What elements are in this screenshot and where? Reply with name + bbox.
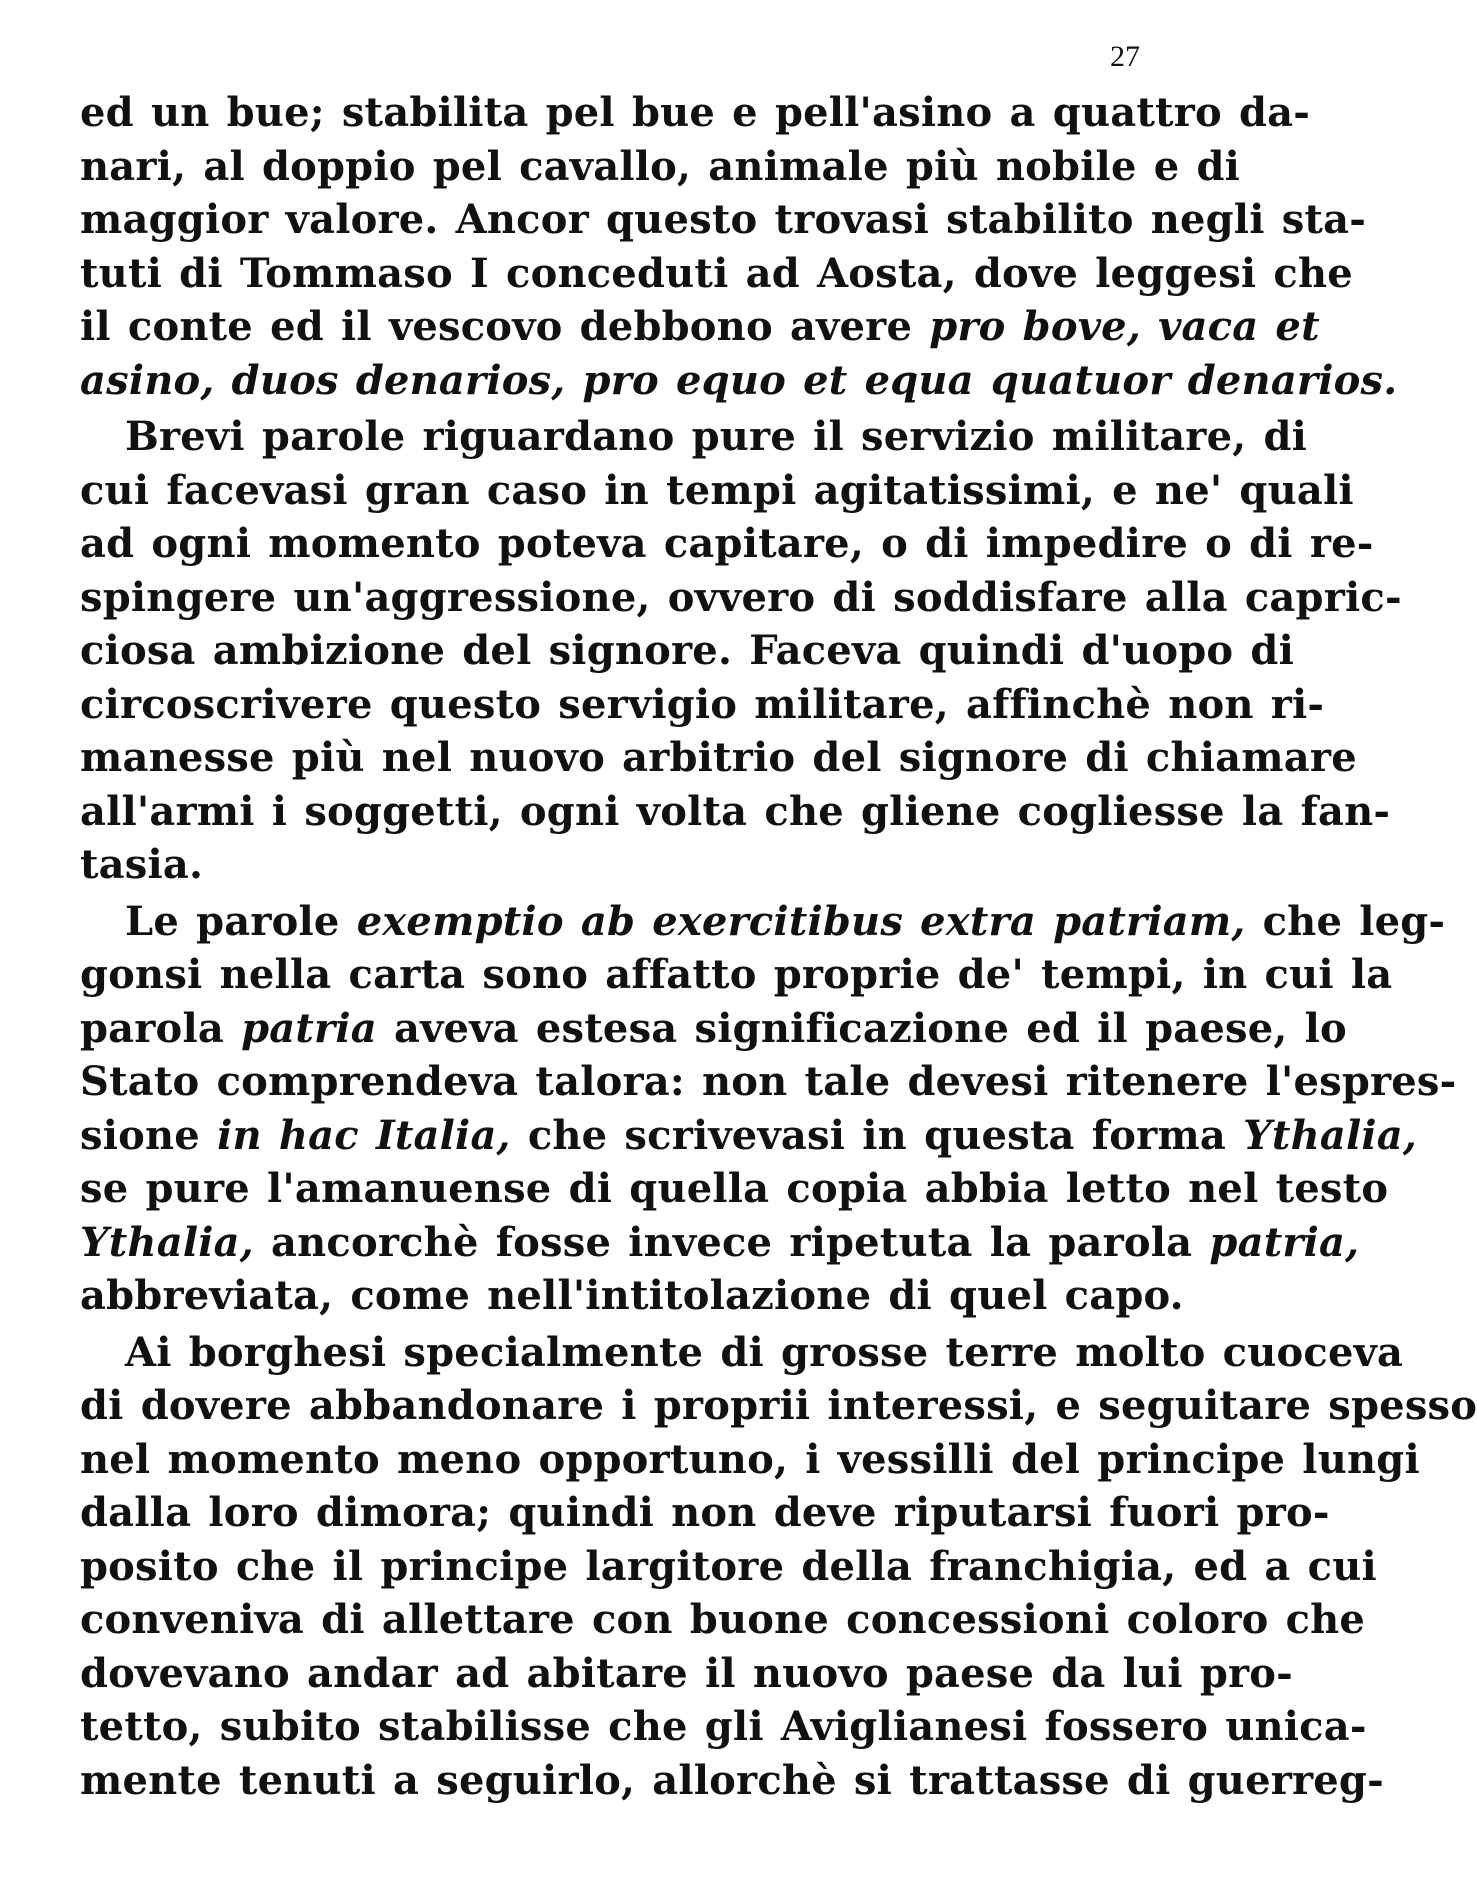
text-line bbox=[80, 678, 1325, 732]
page-number: 27 bbox=[1110, 40, 1140, 73]
text-span: all'armi i soggetti, ogni volta che gliene cogliesse la fan- bbox=[80, 787, 1391, 835]
text-line bbox=[80, 140, 1241, 194]
text-line bbox=[80, 624, 1294, 678]
text-span: che scrivevasi in questa forma bbox=[510, 1111, 1244, 1159]
text-span: gonsi nella carta sono affatto proprie de' tempi, in cui la bbox=[80, 951, 1393, 998]
text-line bbox=[80, 1647, 1293, 1701]
text-line bbox=[80, 571, 1402, 625]
italic-text: patria bbox=[241, 1004, 377, 1052]
text-span: ed un bue; stabilita pel bue e pell'asino a quattro da- bbox=[80, 89, 1311, 136]
text-span: manesse più nel nuovo arbitrio del signore di chiamare bbox=[80, 734, 1357, 781]
italic-text: pro bove, vaca et bbox=[929, 303, 1320, 350]
text-line bbox=[80, 1216, 1360, 1270]
text-span: ad ogni momento poteva capitare, o di impedire o di re- bbox=[80, 520, 1374, 567]
text-span: se pure l'amanuense di quella copia abbia letto nel testo bbox=[80, 1165, 1389, 1212]
text-span: cui facevasi gran caso in tempi agitatissimi, e ne' quali bbox=[80, 466, 1354, 514]
text-line bbox=[80, 1486, 1330, 1540]
text-line bbox=[80, 1162, 1389, 1216]
text-line bbox=[80, 838, 1150, 892]
text-span: Stato comprendeva talora: non tale devesi ritenere l'espres- bbox=[80, 1058, 1457, 1105]
italic-text: Ythalia, bbox=[80, 1218, 254, 1266]
text-line bbox=[80, 895, 1446, 949]
text-line bbox=[80, 193, 1367, 247]
text-span: tasia. bbox=[80, 841, 204, 888]
paragraph bbox=[80, 410, 1402, 892]
text-span: dovevano andar ad abitare il nuovo paese da lui pro- bbox=[80, 1649, 1293, 1697]
text-span: maggior valore. Ancor questo trovasi stabilito negli sta- bbox=[80, 196, 1367, 243]
text-span: posito che il principe largitore della franchigia, ed a cui bbox=[80, 1542, 1377, 1590]
text-line bbox=[80, 1269, 1184, 1323]
paragraph bbox=[80, 895, 1457, 1323]
italic-text: asino, duos denarios, pro equo et equa quatuor denarios. bbox=[80, 356, 1398, 404]
text-line bbox=[80, 731, 1357, 785]
text-line bbox=[80, 1754, 1384, 1808]
text-span: che leg- bbox=[1245, 897, 1446, 945]
text-span: conveniva di allettare con buone concessioni coloro che bbox=[80, 1596, 1366, 1643]
paragraph bbox=[80, 86, 1398, 407]
text-line bbox=[80, 464, 1354, 518]
text-span: di dovere abbandonare i proprii interessi, e seguitare spesso bbox=[80, 1382, 1477, 1429]
text-span: ancorchè fosse invece ripetuta la parola bbox=[253, 1218, 1210, 1266]
text-line bbox=[80, 1002, 1347, 1056]
text-span: tetto, subito stabilisse che gli Aviglianesi fossero unica- bbox=[80, 1703, 1367, 1750]
text-line bbox=[80, 948, 1393, 1002]
text-span: aveva estesa significazione ed il paese, lo bbox=[376, 1004, 1347, 1052]
italic-text: patria, bbox=[1209, 1218, 1360, 1266]
text-span: ciosa ambizione del signore. Faceva quindi d'uopo di bbox=[80, 627, 1294, 674]
text-line bbox=[80, 300, 1320, 354]
text-line bbox=[80, 517, 1374, 571]
text-span: Brevi parole riguardano pure il servizio militare, di bbox=[125, 413, 1308, 460]
text-span: sione bbox=[80, 1111, 218, 1159]
text-line bbox=[80, 1379, 1477, 1433]
paragraph bbox=[80, 1326, 1477, 1808]
text-span: spingere un'aggressione, ovvero di soddisfare alla capric- bbox=[80, 573, 1402, 621]
italic-text: in hac Italia, bbox=[217, 1111, 511, 1159]
text-span: Ai borghesi specialmente di grosse terre molto cuoceva bbox=[125, 1328, 1404, 1376]
text-line bbox=[80, 1326, 1404, 1380]
text-line bbox=[80, 410, 1308, 464]
text-line bbox=[80, 86, 1311, 140]
text-line bbox=[80, 1109, 1418, 1163]
text-span: dalla loro dimora; quindi non deve riputarsi fuori pro- bbox=[80, 1489, 1330, 1536]
text-line bbox=[80, 1540, 1377, 1594]
text-span: Le parole bbox=[125, 897, 357, 945]
text-span: mente tenuti a seguirlo, allorchè si trattasse di guerreg- bbox=[80, 1756, 1384, 1804]
text-line bbox=[80, 785, 1391, 839]
text-line bbox=[80, 1700, 1367, 1754]
text-line bbox=[80, 247, 1353, 301]
text-span: nel momento meno opportuno, i vessilli del principe lungi bbox=[80, 1435, 1420, 1483]
text-span: abbreviata, come nell'intitolazione di quel capo. bbox=[80, 1272, 1184, 1319]
italic-text: exemptio ab exercitibus extra patriam, bbox=[356, 897, 1246, 945]
text-span: parola bbox=[80, 1004, 242, 1052]
text-span: tuti di Tommaso I conceduti ad Aosta, dove leggesi che bbox=[80, 249, 1353, 297]
italic-text: Ythalia, bbox=[1243, 1111, 1418, 1159]
text-line bbox=[80, 1055, 1457, 1109]
text-line bbox=[80, 1593, 1366, 1647]
body-text bbox=[80, 86, 1477, 1807]
text-line bbox=[80, 1433, 1420, 1487]
text-span: il conte ed il vescovo debbono avere bbox=[80, 303, 930, 350]
text-span: nari, al doppio pel cavallo, animale più nobile e di bbox=[80, 142, 1241, 190]
text-span: circoscrivere questo servigio militare, affinchè non ri- bbox=[80, 680, 1325, 728]
text-line bbox=[80, 354, 1398, 408]
